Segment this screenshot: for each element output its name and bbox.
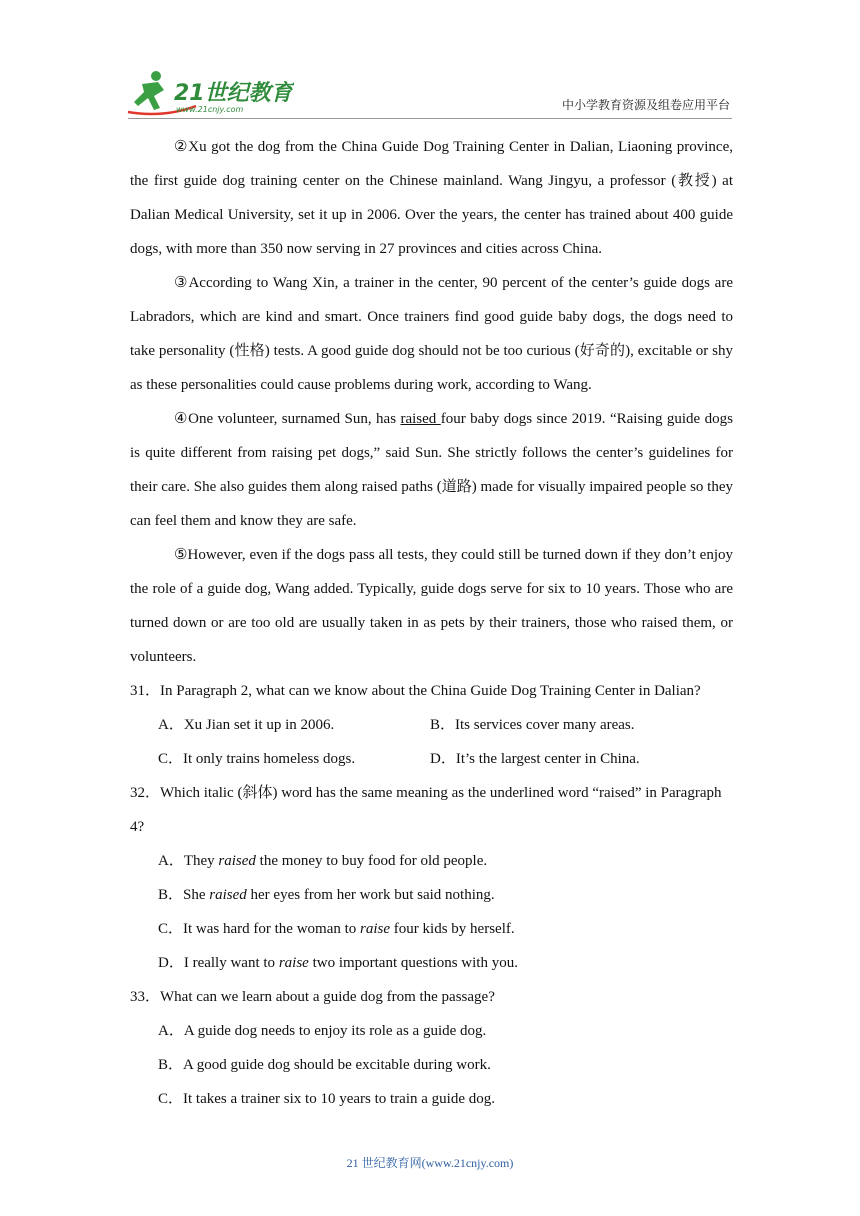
q33-option-c[interactable]: C．It takes a trainer six to 10 years to train a guide dog. <box>158 1091 495 1107</box>
question-31-options-row-2 <box>158 742 733 776</box>
q32-a-post: the money to buy food for old people. <box>255 853 488 869</box>
question-31-options-row-1 <box>158 708 733 742</box>
q31-option-a[interactable]: A．Xu Jian set it up in 2006. <box>158 717 335 733</box>
q32-option-b[interactable] <box>158 878 733 912</box>
q32-a-italic-word: raised <box>218 853 256 869</box>
q32-d-pre: D．I really want to <box>158 955 279 971</box>
q32-d-italic-word: raise <box>278 955 309 971</box>
paragraph-5: ⑤However, even if the dogs pass all tests, they could still be turned down if they don’t enjoy the role of a guide dog, Wang added. Typically, guide dogs serve for six to 10 years. Those who are turned down or are too old are usually taken in as pets by their trainers, those who raised them, or volunteers. <box>130 547 733 665</box>
q33-option-b[interactable]: B．A good guide dog should be excitable during work. <box>158 1057 491 1073</box>
footer-link[interactable]: 21 世纪教育网(www.21cnjy.com) <box>346 1156 514 1170</box>
paragraph-3: ③According to Wang Xin, a trainer in the center, 90 percent of the center’s guide dogs are Labradors, which are kind and smart. Once trainers find good guide baby dogs, the dogs need to take personality (性格) tests. A good guide dog should not be too curious (好奇的), excitable or shy as these personalities could cause problems during work, according to Wang. <box>130 275 733 393</box>
q32-b-pre: B．She <box>158 887 210 903</box>
site-logo[interactable] <box>124 68 294 116</box>
q32-c-italic-word: raise <box>360 921 391 937</box>
q32-b-post: her eyes from her work but said nothing. <box>246 887 495 903</box>
platform-name: 中小学教育资源及组卷应用平台 <box>561 98 730 112</box>
question-31-stem: 31．In Paragraph 2, what can we know about the China Guide Dog Training Center in Dalian? <box>130 683 701 699</box>
underlined-word-raised: raised <box>400 411 441 427</box>
q32-c-pre: C．It was hard for the woman to <box>158 921 361 937</box>
exam-content <box>130 130 733 1116</box>
q31-option-d[interactable]: D．It’s the largest center in China. <box>430 751 640 767</box>
paragraph-4 <box>130 402 733 538</box>
paragraph-4-text-b: four baby dogs since 2019. “Raising guide dogs is quite different from raising pet dogs,” said Sun. She strictly follows the center’s guidelines for their care. She also guides them along raised paths (道路) made for visually impaired people so they can feel them and know they are safe. <box>130 411 733 529</box>
q32-b-italic-word: raised <box>209 887 247 903</box>
q32-option-c[interactable] <box>158 912 733 946</box>
q31-option-c[interactable]: C．It only trains homeless dogs. <box>158 751 356 767</box>
svg-text:www.21cnjy.com: www.21cnjy.com <box>176 105 244 114</box>
q32-a-pre: A．They <box>158 853 219 869</box>
header-divider <box>128 118 732 119</box>
question-32-stem: 32．Which italic (斜体) word has the same meaning as the underlined word “raised” in Paragraph 4? <box>130 785 722 835</box>
page-header <box>0 0 860 125</box>
svg-text:21世纪教育: 21世纪教育 <box>174 81 293 106</box>
q32-d-post: two important questions with you. <box>308 955 518 971</box>
question-33-stem: 33．What can we learn about a guide dog from the passage? <box>130 989 495 1005</box>
q32-option-a[interactable] <box>158 844 733 878</box>
q31-option-b[interactable]: B．Its services cover many areas. <box>430 717 635 733</box>
paragraph-4-text-a: ④One volunteer, surnamed Sun, has <box>174 411 401 427</box>
q32-c-post: four kids by herself. <box>390 921 515 937</box>
paragraph-2: ②Xu got the dog from the China Guide Dog Training Center in Dalian, Liaoning province, the first guide dog training center on the Chinese mainland. Wang Jingyu, a professor (教授) at Dalian Medical University, set it up in 2006. Over the years, the center has trained about 400 guide dogs, with more than 350 now serving in 27 provinces and cities across China. <box>130 139 733 257</box>
q33-option-a[interactable]: A．A guide dog needs to enjoy its role as a guide dog. <box>158 1023 487 1039</box>
q32-option-d[interactable] <box>158 946 733 980</box>
